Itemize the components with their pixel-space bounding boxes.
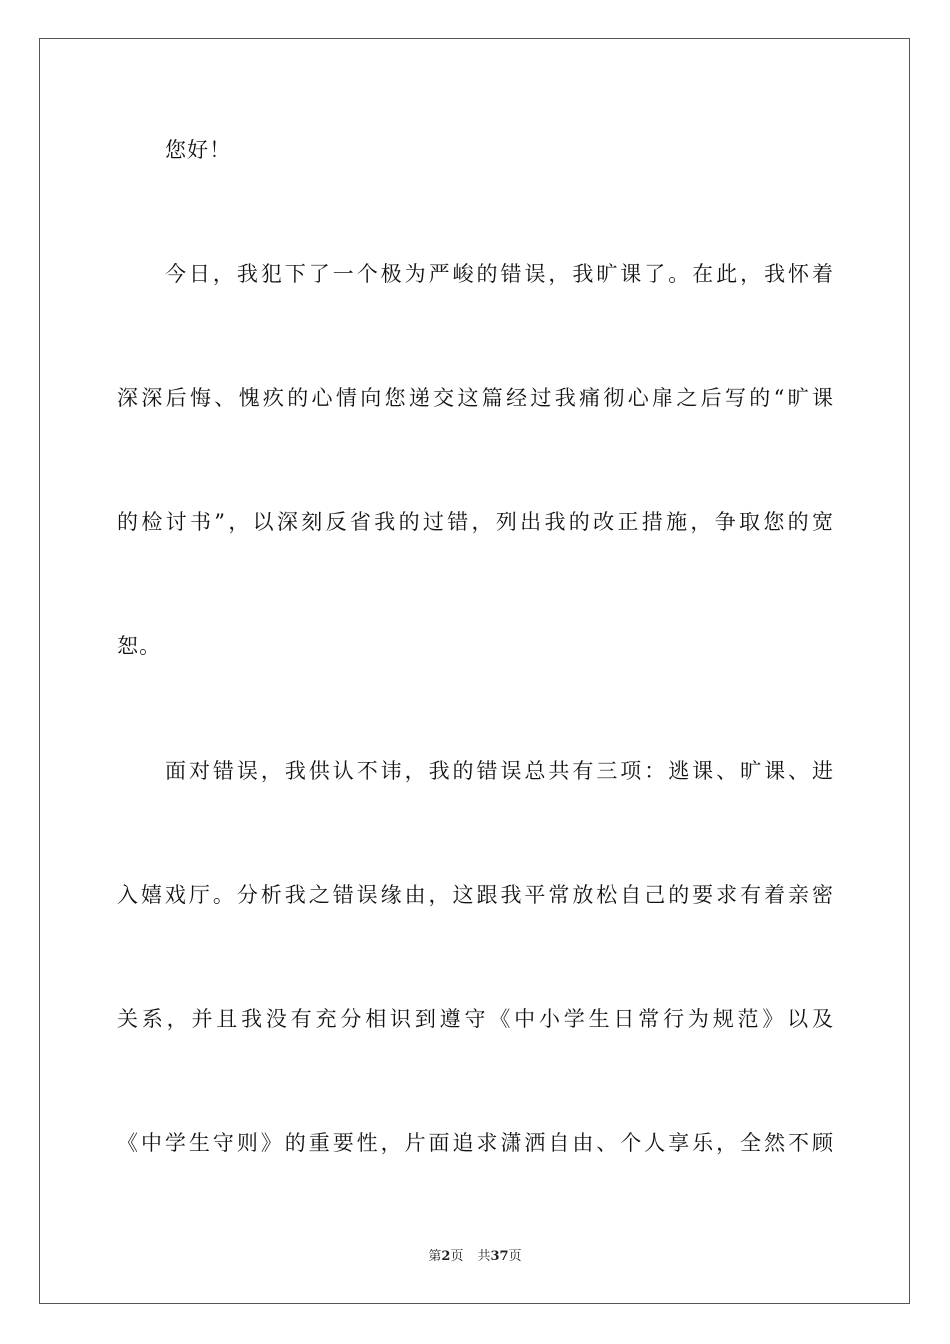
footer-total-suffix: 页 bbox=[508, 1249, 522, 1264]
footer-page-number: 2 bbox=[441, 1249, 451, 1264]
paragraph-line: 关系，并且我没有充分相识到遵守《中小学生日常行为规范》以及 bbox=[117, 1007, 833, 1031]
footer-page-prefix: 第 bbox=[428, 1249, 442, 1264]
paragraph-line: 面对错误，我供认不讳，我的错误总共有三项：逃课、旷课、进 bbox=[165, 759, 833, 783]
footer-total-prefix: 共 bbox=[477, 1249, 491, 1264]
footer-total-pages: 37 bbox=[490, 1249, 509, 1264]
footer-page-suffix: 页 bbox=[450, 1249, 464, 1264]
paragraph-line: 今日，我犯下了一个极为严峻的错误，我旷课了。在此，我怀着 bbox=[165, 262, 833, 286]
paragraph-line: 恕。 bbox=[117, 634, 162, 658]
paragraph-line: 《中学生守则》的重要性，片面追求潇洒自由、个人享乐，全然不顾 bbox=[117, 1131, 833, 1155]
salutation: 您好！ bbox=[165, 138, 232, 162]
paragraph-line: 深深后悔、愧疚的心情向您递交这篇经过我痛彻心扉之后写的“旷课 bbox=[117, 386, 833, 410]
paragraph-line: 入嬉戏厅。分析我之错误缘由，这跟我平常放松自己的要求有着亲密 bbox=[117, 883, 833, 907]
page-frame bbox=[39, 38, 910, 1304]
page-footer bbox=[0, 1248, 950, 1266]
paragraph-line: 的检讨书”，以深刻反省我的过错，列出我的改正措施，争取您的宽 bbox=[117, 510, 833, 534]
